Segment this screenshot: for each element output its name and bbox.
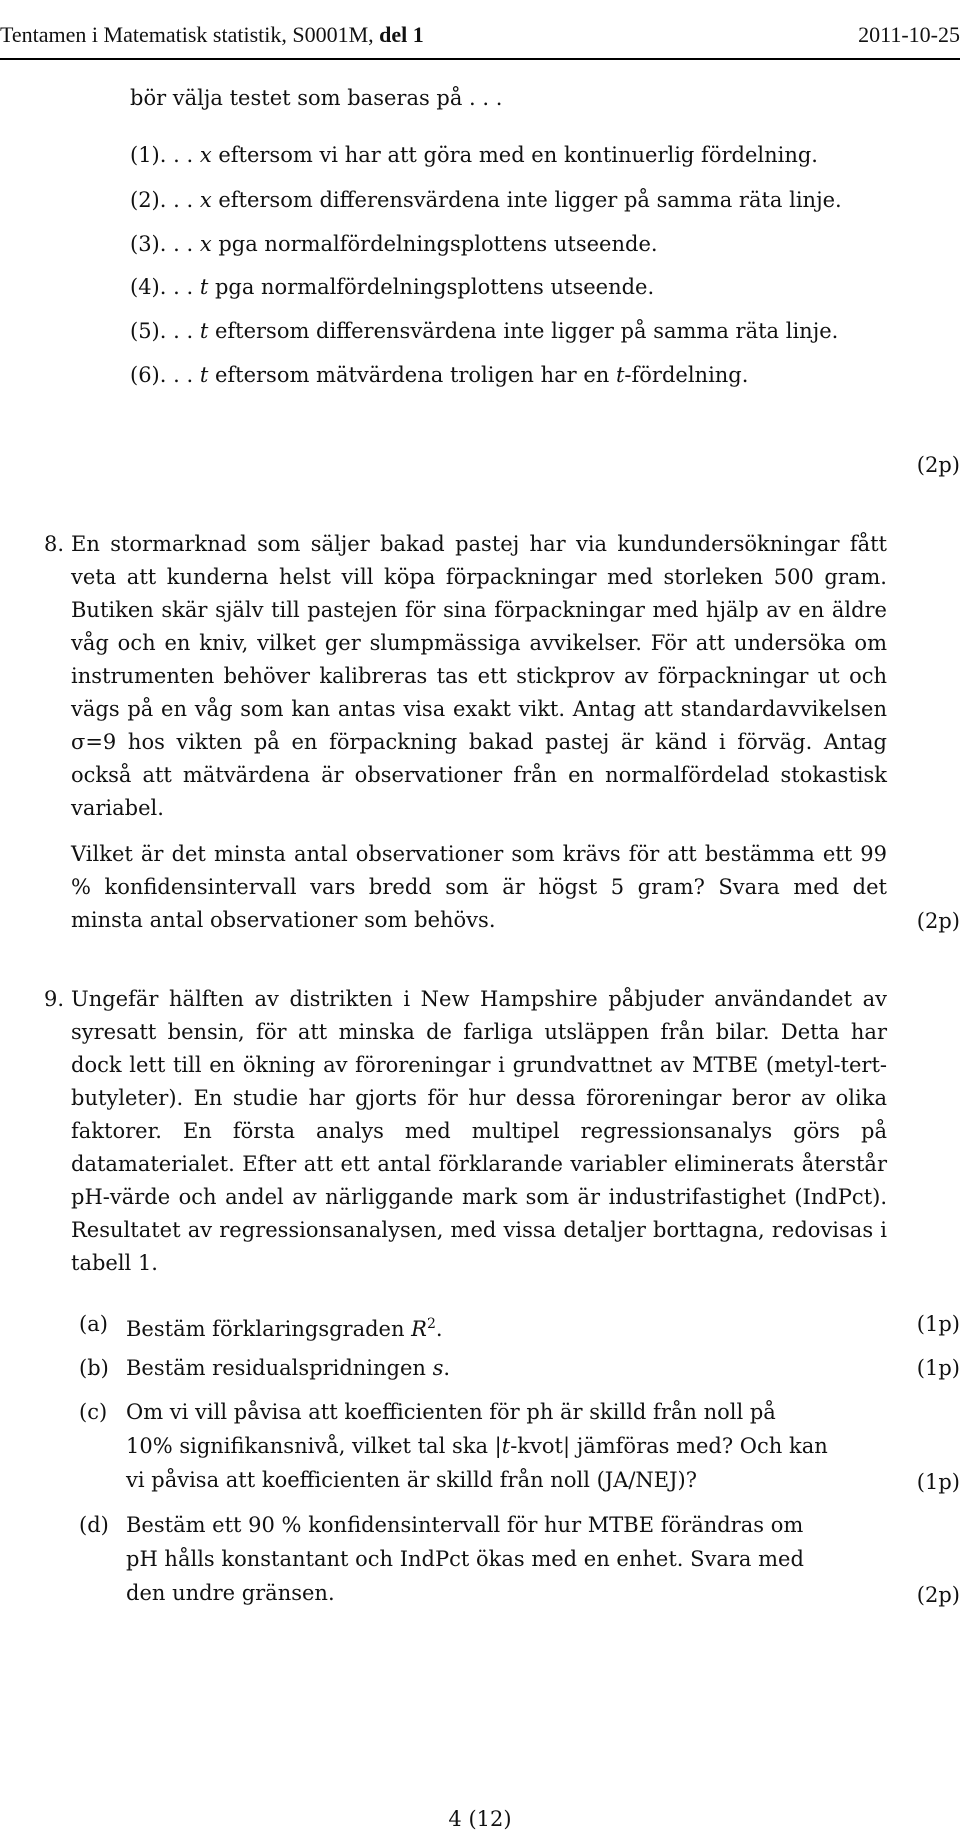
header-title [0, 22, 424, 48]
option-var: x [199, 232, 212, 256]
option-prefix: (3). . . [130, 232, 194, 256]
option-prefix: (1). . . [130, 143, 194, 167]
option-prefix: (6). . . [130, 363, 194, 387]
q7-option-3 [130, 229, 658, 259]
q9b-points: (1p) [916, 1356, 960, 1380]
q7-option-1 [130, 140, 818, 170]
option-text: eftersom mätvärdena troligen har en [208, 363, 616, 387]
header-part: del 1 [379, 22, 424, 47]
q9c-label: (c) [79, 1400, 108, 1424]
q9b-math: s [432, 1356, 444, 1380]
option-var: t [615, 363, 625, 387]
q9d-line-1: Bestäm ett 90 % konfidensintervall för hur MTBE förändras om [126, 1513, 804, 1537]
q7-points: (2p) [916, 453, 960, 477]
option-text: -fördelning. [624, 363, 749, 387]
q9a-text [126, 1307, 886, 1346]
option-text: eftersom vi har att göra med en kontinuerlig fördelning. [211, 143, 818, 167]
option-var: x [199, 188, 212, 212]
header-date: 2011-10-25 [858, 22, 960, 47]
q9c-line-2 [126, 1429, 886, 1463]
option-prefix: (5). . . [130, 319, 194, 343]
q9d-line-2: pH hålls konstantant och IndPct ökas med en enhet. Svara med [126, 1547, 804, 1571]
q9d-points: (2p) [916, 1583, 960, 1607]
q9c-line-3: vi påvisa att koefficienten är skilld från noll (JA/NEJ)? [126, 1468, 698, 1492]
q8-points: (2p) [916, 909, 960, 933]
q9a-math: R [411, 1317, 427, 1341]
q9a-points: (1p) [916, 1312, 960, 1336]
q9-number: 9. [44, 987, 65, 1011]
q9b-text-b: . [443, 1356, 451, 1380]
q7-lead: bör välja testet som baseras på . . . [130, 86, 503, 110]
option-prefix: (2). . . [130, 188, 194, 212]
option-var: t [199, 363, 209, 387]
page-number: 4 (12) [448, 1807, 512, 1831]
page-header [0, 22, 960, 48]
q7-option-2 [130, 185, 842, 215]
q9c-math: t [501, 1434, 511, 1458]
q7-option-6 [130, 360, 748, 390]
q9c-points: (1p) [916, 1470, 960, 1494]
q9d-line-3: den undre gränsen. [126, 1581, 335, 1605]
option-text: eftersom differensvärdena inte ligger på samma räta linje. [208, 319, 839, 343]
q9a-label: (a) [79, 1312, 108, 1336]
q9c-line-2b: -kvot| jämföras med? Och kan [510, 1434, 828, 1458]
option-prefix: (4). . . [130, 275, 194, 299]
q8-paragraph-1: En stormarknad som säljer bakad pastej har via kundundersökningar fått veta att kunderna helst vill köpa förpackningar med storleken 500 gram. Butiken skär själv till pastejen för sina förpackningar med hjälp av en äldre våg och en kniv, vilket ger slumpmässiga avvikelser. För att undersöka om instrumenten behöver kalibreras tas ett stickprov av förpackningar ut och vägs på en våg som kan antas visa exakt vikt. Antag att standardavvikelsen σ=9 hos vikten på en förpackning bakad pastej är känd i förväg. Antag också att mätvärdena är observationer från en normalfördelad stokastisk variabel. [71, 532, 887, 820]
q9b-text-a: Bestäm residualspridningen [126, 1356, 433, 1380]
q9b-label: (b) [79, 1356, 109, 1380]
q9c-line-1: Om vi vill påvisa att koefficienten för ph är skilld från noll på [126, 1400, 776, 1424]
header-course: Tentamen i Matematisk statistik, S0001M, [0, 22, 374, 47]
header-rule [0, 58, 960, 60]
q9a-sup: 2 [426, 1316, 436, 1332]
q8-number: 8. [44, 532, 65, 556]
q9d-label: (d) [79, 1513, 109, 1537]
option-text: pga normalfördelningsplottens utseende. [208, 275, 655, 299]
q9c-text [126, 1395, 886, 1497]
q9a-text-b: . [435, 1317, 443, 1341]
option-var: t [199, 275, 209, 299]
q7-option-4 [130, 272, 654, 302]
option-var: x [199, 143, 212, 167]
q9a-text-a: Bestäm förklaringsgraden [126, 1317, 412, 1341]
q9b-text [126, 1351, 886, 1385]
q9d-text [126, 1508, 886, 1610]
q8-paragraph-2: Vilket är det minsta antal observationer som krävs för att bestämma ett 99 % konfidensintervall vars bredd som är högst 5 gram? Svara med det minsta antal observationer som behövs. [71, 842, 887, 932]
q9c-line-2a: 10% signifikansnivå, vilket tal ska | [126, 1434, 502, 1458]
q9-paragraph: Ungefär hälften av distrikten i New Hampshire påbjuder användandet av syresatt bensin, för att minska de farliga utsläppen från bilar. Detta har dock lett till en ökning av föroreningar i grundvattnet av MTBE (metyl-tert-butyleter). En studie har gjorts för hur dessa föroreningar beror av olika faktorer. En första analys med multipel regressionsanalys görs på datamaterialet. Efter att ett antal förklarande variabler eliminerats återstår pH-värde och andel av närliggande mark som är industrifastighet (IndPct). Resultatet av regressionsanalysen, med vissa detaljer borttagna, redovisas i tabell 1. [71, 987, 887, 1275]
option-text: eftersom differensvärdena inte ligger på samma räta linje. [211, 188, 842, 212]
option-text: pga normalfördelningsplottens utseende. [211, 232, 658, 256]
option-var: t [199, 319, 209, 343]
q7-option-5 [130, 316, 838, 346]
